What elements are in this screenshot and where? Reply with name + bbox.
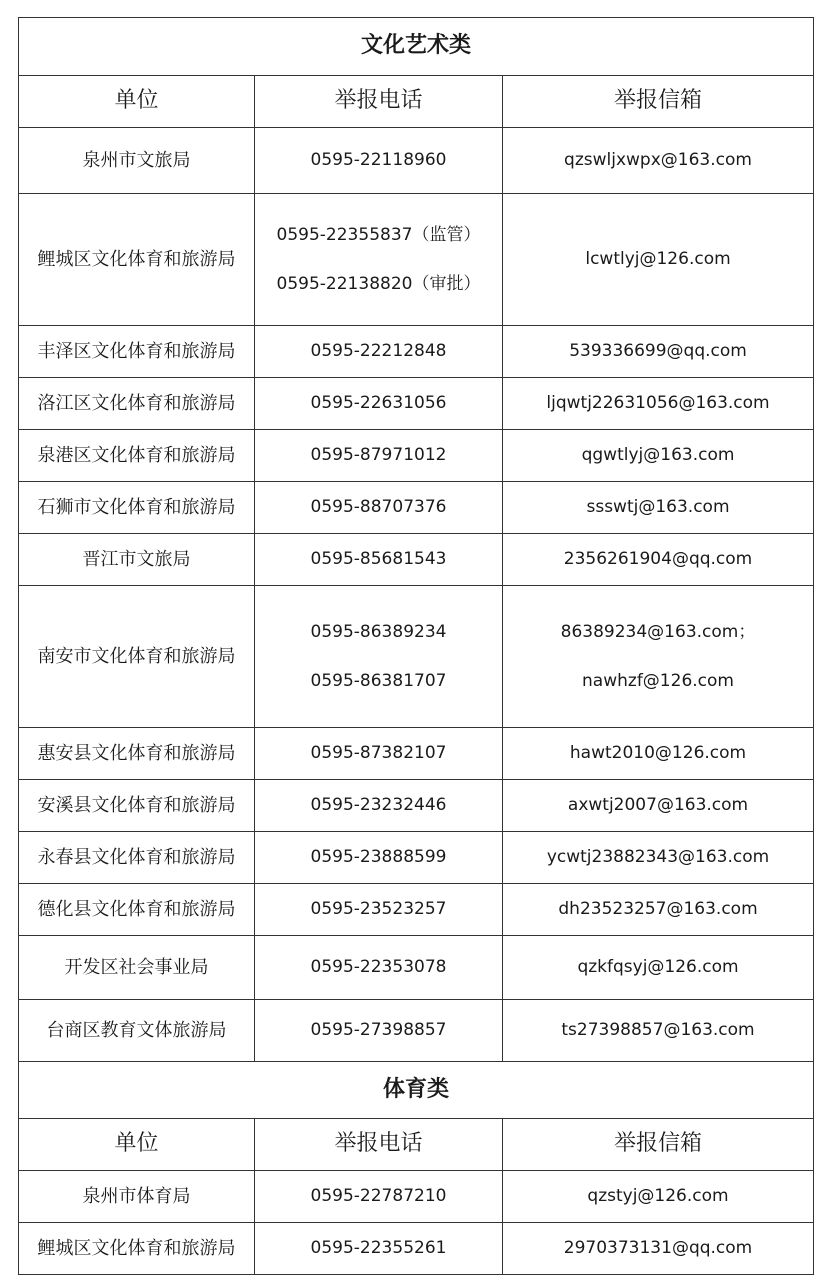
unit-cell: 丰泽区文化体育和旅游局 — [19, 326, 255, 378]
email-cell — [503, 128, 814, 194]
phone-number: 0595-22631056 — [310, 393, 447, 414]
table-row — [19, 430, 814, 482]
email-cell — [503, 534, 814, 586]
header-email: 举报信箱 — [503, 76, 814, 128]
section-title: 文化艺术类 — [19, 18, 814, 76]
phone-cell — [255, 1171, 503, 1223]
phone-number: 0595-87971012 — [310, 445, 447, 466]
table-row — [19, 534, 814, 586]
email-address: 2970373131@qq.com — [563, 1238, 753, 1259]
phone-number: 0595-23232446 — [310, 795, 447, 816]
table-header-row — [19, 76, 814, 128]
email-address: lcwtlyj@126.com — [585, 249, 731, 270]
table-row — [19, 936, 814, 1000]
email-address: 539336699@qq.com — [569, 341, 747, 362]
phone-cell — [255, 1223, 503, 1275]
email-cell — [503, 884, 814, 936]
phone-cell — [255, 482, 503, 534]
email-cell — [503, 1000, 814, 1062]
phone-number: 0595-87382107 — [310, 743, 447, 764]
email-address: axwtj2007@163.com — [567, 795, 749, 816]
section-title-row — [19, 18, 814, 76]
email-address: qzstyj@126.com — [587, 1186, 729, 1207]
phone-number: 0595-22353078 — [310, 957, 447, 978]
email-cell — [503, 378, 814, 430]
table-row — [19, 194, 814, 326]
email-address: qgwtlyj@163.com — [581, 445, 735, 466]
table-row — [19, 1223, 814, 1275]
phone-cell — [255, 1000, 503, 1062]
unit-cell: 石狮市文化体育和旅游局 — [19, 482, 255, 534]
table-row — [19, 1171, 814, 1223]
unit-cell: 安溪县文化体育和旅游局 — [19, 780, 255, 832]
unit-cell: 泉港区文化体育和旅游局 — [19, 430, 255, 482]
phone-number: 0595-22355261 — [310, 1238, 447, 1259]
header-email: 举报信箱 — [503, 1119, 814, 1171]
phone-cell — [255, 378, 503, 430]
section-title-row — [19, 1062, 814, 1119]
email-cell — [503, 936, 814, 1000]
table-row — [19, 780, 814, 832]
email-cell — [503, 194, 814, 326]
phone-number: 0595-22355837（监管） — [276, 225, 481, 246]
unit-cell: 南安市文化体育和旅游局 — [19, 586, 255, 728]
email-cell — [503, 832, 814, 884]
email-address: hawt2010@126.com — [569, 743, 747, 764]
email-cell — [503, 326, 814, 378]
email-cell — [503, 728, 814, 780]
phone-cell — [255, 326, 503, 378]
phone-number: 0595-23888599 — [310, 847, 447, 868]
phone-number: 0595-86389234 — [310, 622, 447, 643]
email-cell — [503, 430, 814, 482]
phone-number: 0595-86381707 — [310, 670, 447, 691]
unit-cell: 惠安县文化体育和旅游局 — [19, 728, 255, 780]
email-address: qzkfqsyj@126.com — [577, 957, 739, 978]
unit-cell: 泉州市体育局 — [19, 1171, 255, 1223]
phone-number: 0595-27398857 — [310, 1020, 447, 1041]
phone-cell — [255, 534, 503, 586]
unit-cell: 德化县文化体育和旅游局 — [19, 884, 255, 936]
table-row — [19, 832, 814, 884]
contact-table-body — [19, 18, 814, 1275]
table-row — [19, 378, 814, 430]
unit-cell: 鲤城区文化体育和旅游局 — [19, 194, 255, 326]
header-unit: 单位 — [19, 1119, 255, 1171]
header-unit: 单位 — [19, 76, 255, 128]
phone-cell — [255, 884, 503, 936]
phone-number: 0595-23523257 — [310, 899, 447, 920]
unit-cell: 泉州市文旅局 — [19, 128, 255, 194]
email-cell — [503, 1223, 814, 1275]
phone-cell — [255, 780, 503, 832]
phone-cell — [255, 586, 503, 728]
phone-cell — [255, 194, 503, 326]
contact-table — [18, 17, 814, 1275]
email-address: ssswtj@163.com — [586, 497, 730, 518]
email-address: nawhzf@126.com — [582, 670, 734, 691]
email-address: qzswljxwpx@163.com — [564, 150, 752, 171]
table-row — [19, 586, 814, 728]
email-cell — [503, 482, 814, 534]
email-cell — [503, 780, 814, 832]
email-address: 86389234@163.com； — [560, 622, 756, 643]
phone-number: 0595-88707376 — [310, 497, 447, 518]
header-phone: 举报电话 — [255, 1119, 503, 1171]
unit-cell: 鲤城区文化体育和旅游局 — [19, 1223, 255, 1275]
unit-cell: 开发区社会事业局 — [19, 936, 255, 1000]
table-row — [19, 728, 814, 780]
unit-cell: 晋江市文旅局 — [19, 534, 255, 586]
table-row — [19, 482, 814, 534]
unit-cell: 洛江区文化体育和旅游局 — [19, 378, 255, 430]
section-title: 体育类 — [19, 1062, 814, 1119]
phone-number: 0595-85681543 — [310, 549, 447, 570]
table-row — [19, 884, 814, 936]
phone-cell — [255, 936, 503, 1000]
email-cell — [503, 586, 814, 728]
phone-number: 0595-22118960 — [310, 150, 447, 171]
email-address: 2356261904@qq.com — [563, 549, 753, 570]
unit-cell: 台商区教育文体旅游局 — [19, 1000, 255, 1062]
phone-cell — [255, 728, 503, 780]
phone-cell — [255, 128, 503, 194]
phone-cell — [255, 832, 503, 884]
table-row — [19, 128, 814, 194]
email-address: ts27398857@163.com — [561, 1020, 755, 1041]
table-row — [19, 1000, 814, 1062]
phone-number: 0595-22787210 — [310, 1186, 447, 1207]
unit-cell: 永春县文化体育和旅游局 — [19, 832, 255, 884]
email-cell — [503, 1171, 814, 1223]
header-phone: 举报电话 — [255, 76, 503, 128]
table-row — [19, 326, 814, 378]
table-header-row — [19, 1119, 814, 1171]
phone-number: 0595-22138820（审批） — [276, 273, 481, 294]
email-address: ljqwtj22631056@163.com — [546, 393, 770, 414]
email-address: dh23523257@163.com — [558, 899, 758, 920]
phone-number: 0595-22212848 — [310, 341, 447, 362]
email-address: ycwtj23882343@163.com — [546, 847, 770, 868]
phone-cell — [255, 430, 503, 482]
